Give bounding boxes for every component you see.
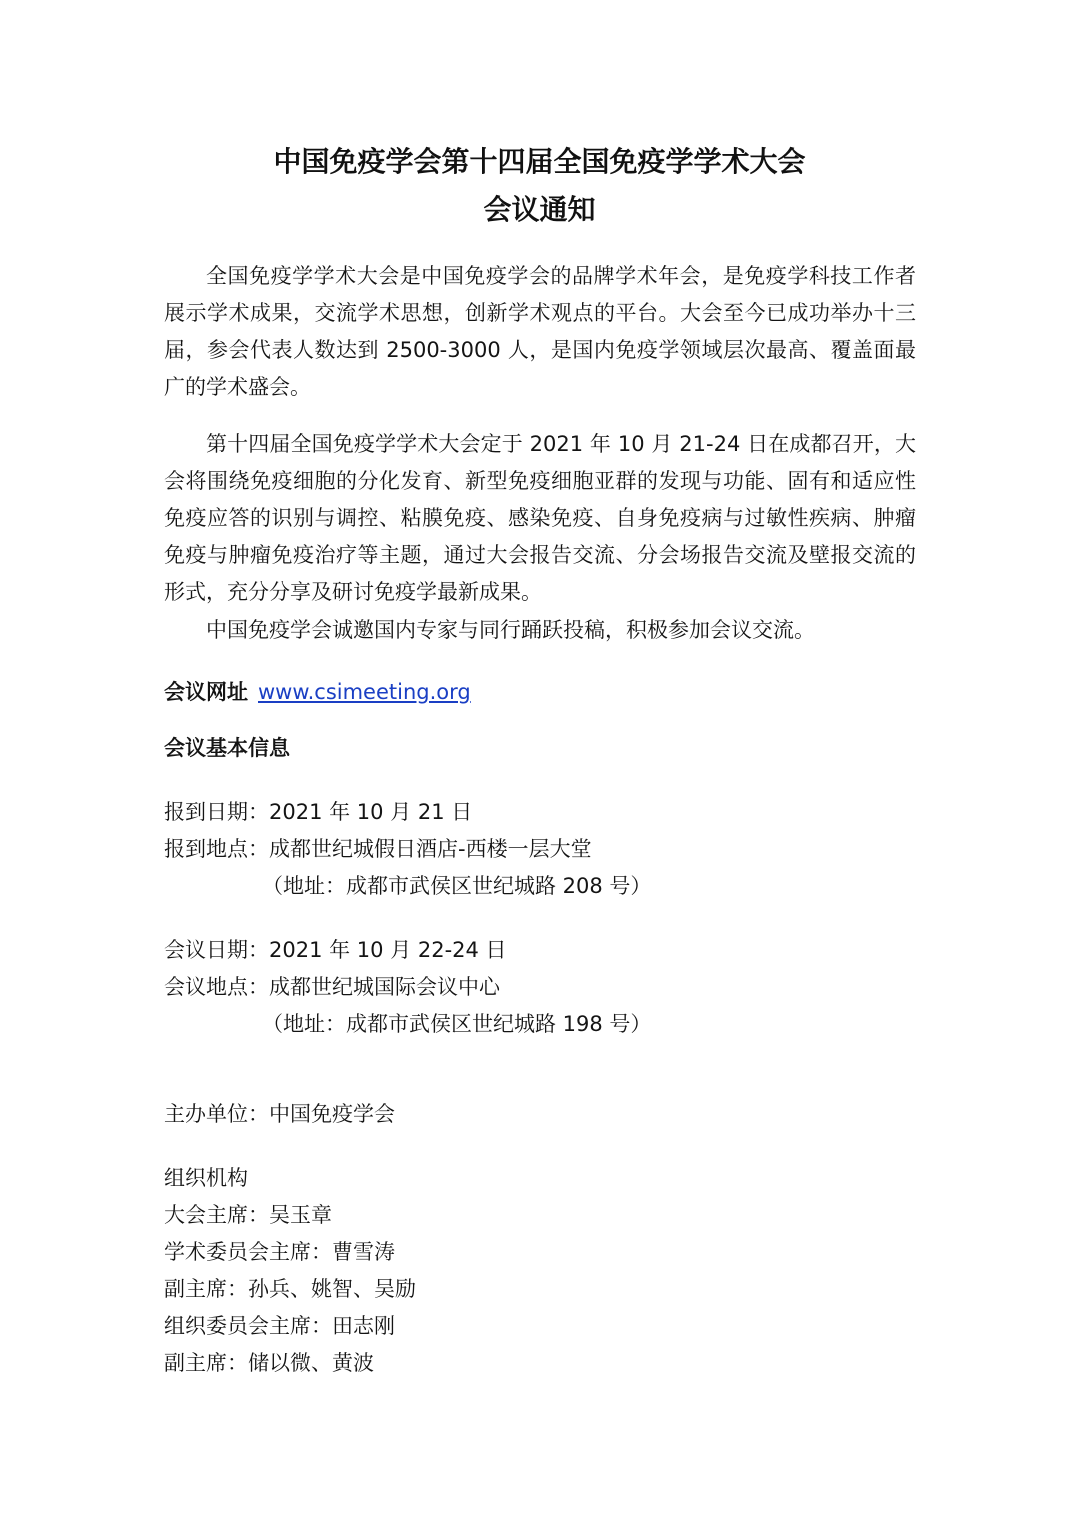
registration-date: 报到日期：2021 年 10 月 21 日 [164, 800, 473, 824]
website-label: 会议网址 [164, 680, 248, 704]
theme-paragraph: 第十四届全国免疫学学术大会定于 2021 年 10 月 21-24 日在成都召开，大会将围绕免疫细胞的分化发育、新型免疫细胞亚群的发现与功能、固有和适应性免疫应答的识别与调控、粘膜免疫、感染免疫、自身免疫病与过敏性疾病、肿瘤免疫与肿瘤免疫治疗等主题，通过大会报告交流、分会场报告交流及壁报交流的形式，充分分享及研讨免疫学最新成果。 [164, 432, 916, 604]
congress-chair: 大会主席：吴玉章 [164, 1203, 332, 1227]
organization-heading: 组织机构 [164, 1166, 248, 1190]
invite-paragraph: 中国免疫学会诚邀国内专家与同行踊跃投稿，积极参加会议交流。 [206, 618, 815, 642]
meeting-address: （地址：成都市武侯区世纪城路 198 号） [262, 1012, 652, 1036]
intro-paragraph: 全国免疫学学术大会是中国免疫学会的品牌学术年会，是免疫学科技工作者展示学术成果，交流学术思想，创新学术观点的平台。大会至今已成功举办十三届，参会代表人数达到 2500-3000 人，是国内免疫学领域层次最高、覆盖面最广的学术盛会。 [164, 264, 916, 399]
meeting-date: 会议日期：2021 年 10 月 22-24 日 [164, 938, 507, 962]
academic-committee-chair: 学术委员会主席：曹雪涛 [164, 1240, 395, 1264]
academic-vice-chairs: 副主席：孙兵、姚智、吴励 [164, 1277, 416, 1301]
host-organization: 主办单位：中国免疫学会 [164, 1102, 395, 1126]
organizing-vice-chairs: 副主席：储以微、黄波 [164, 1351, 374, 1375]
document-title: 中国免疫学会第十四届全国免疫学学术大会 [273, 145, 806, 178]
document-subtitle: 会议通知 [483, 193, 596, 226]
website-link[interactable]: www.csimeeting.org [258, 680, 471, 704]
registration-place: 报到地点：成都世纪城假日酒店-西楼一层大堂 [164, 837, 592, 861]
organizing-committee-chair: 组织委员会主席：田志刚 [164, 1314, 395, 1338]
website-row [164, 677, 471, 707]
registration-address: （地址：成都市武侯区世纪城路 208 号） [262, 874, 652, 898]
basic-info-heading: 会议基本信息 [164, 736, 290, 760]
meeting-place: 会议地点：成都世纪城国际会议中心 [164, 975, 500, 999]
